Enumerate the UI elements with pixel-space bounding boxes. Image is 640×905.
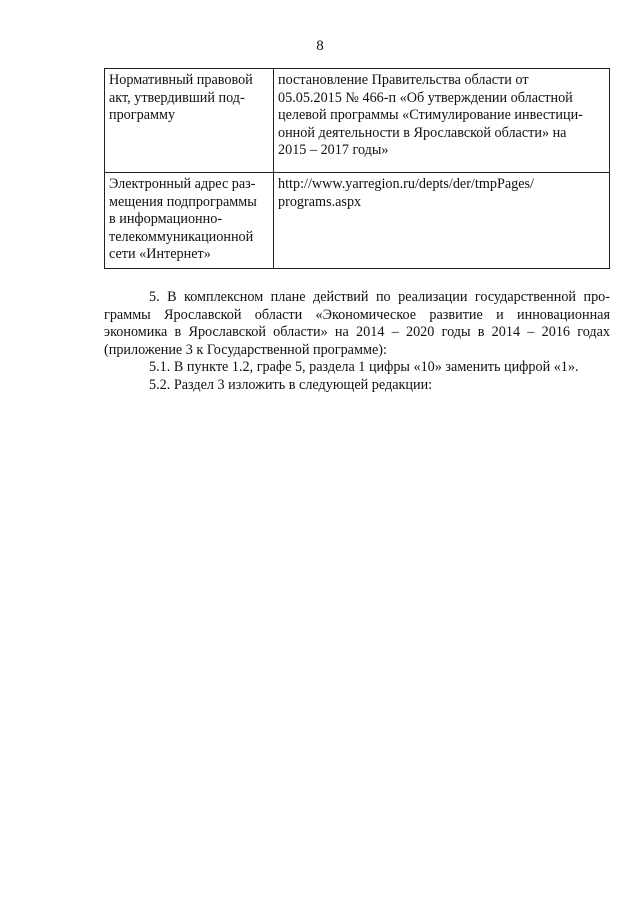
cell-text-line: онной деятельности в Ярославской области» на — [278, 124, 567, 141]
cell-text-line: целевой программы «Стимулирование инвестици- — [278, 107, 583, 123]
cell-text-line: мещения подпрограммы — [109, 193, 257, 210]
cell-text-line: телекоммуникационной — [109, 228, 254, 245]
cell-text-line: Нормативный правовой — [109, 72, 253, 88]
paragraph-5 — [104, 289, 610, 359]
paragraph-line: 5. В комплексном плане действий по реализации государственной про- — [149, 289, 610, 305]
url-text-line: http://www.yarregion.ru/depts/der/tmpPages/ — [278, 176, 534, 192]
cell-text-line: сети «Интернет» — [109, 246, 211, 262]
cell-text-line: 2015 – 2017 годы» — [278, 142, 389, 158]
paragraph-line: (приложение 3 к Государственной программе): — [104, 341, 387, 358]
table-cell-value — [274, 173, 610, 269]
table-row — [105, 173, 610, 269]
cell-text-line: в информационно- — [109, 211, 223, 227]
subprogram-info-table — [104, 68, 610, 269]
cell-text-line: акт, утвердивший под- — [109, 89, 245, 106]
table-cell-label — [105, 69, 274, 173]
paragraph-line: граммы Ярославской области «Экономическое развитие и инновационная — [104, 306, 610, 323]
cell-text-line: программу — [109, 107, 176, 123]
cell-text-line: Электронный адрес раз- — [109, 176, 256, 192]
cell-text-line: постановление Правительства области от — [278, 72, 529, 88]
table-row — [105, 69, 610, 173]
paragraph-5-1: 5.1. В пункте 1.2, графе 5, раздела 1 цифры «10» заменить цифрой «1». — [149, 359, 579, 375]
document-body — [104, 289, 610, 394]
paragraph-5-2: 5.2. Раздел 3 изложить в следующей редакции: — [149, 376, 433, 393]
paragraph-line: экономика в Ярославской области» на 2014 – 2020 годы в 2014 – 2016 годах — [104, 324, 610, 340]
table-cell-label — [105, 173, 274, 269]
page-number: 8 — [316, 38, 324, 54]
table-cell-value — [274, 69, 610, 173]
cell-text-line: 05.05.2015 № 466-п «Об утверждении областной — [278, 89, 573, 106]
url-text-line: programs.aspx — [278, 193, 362, 210]
